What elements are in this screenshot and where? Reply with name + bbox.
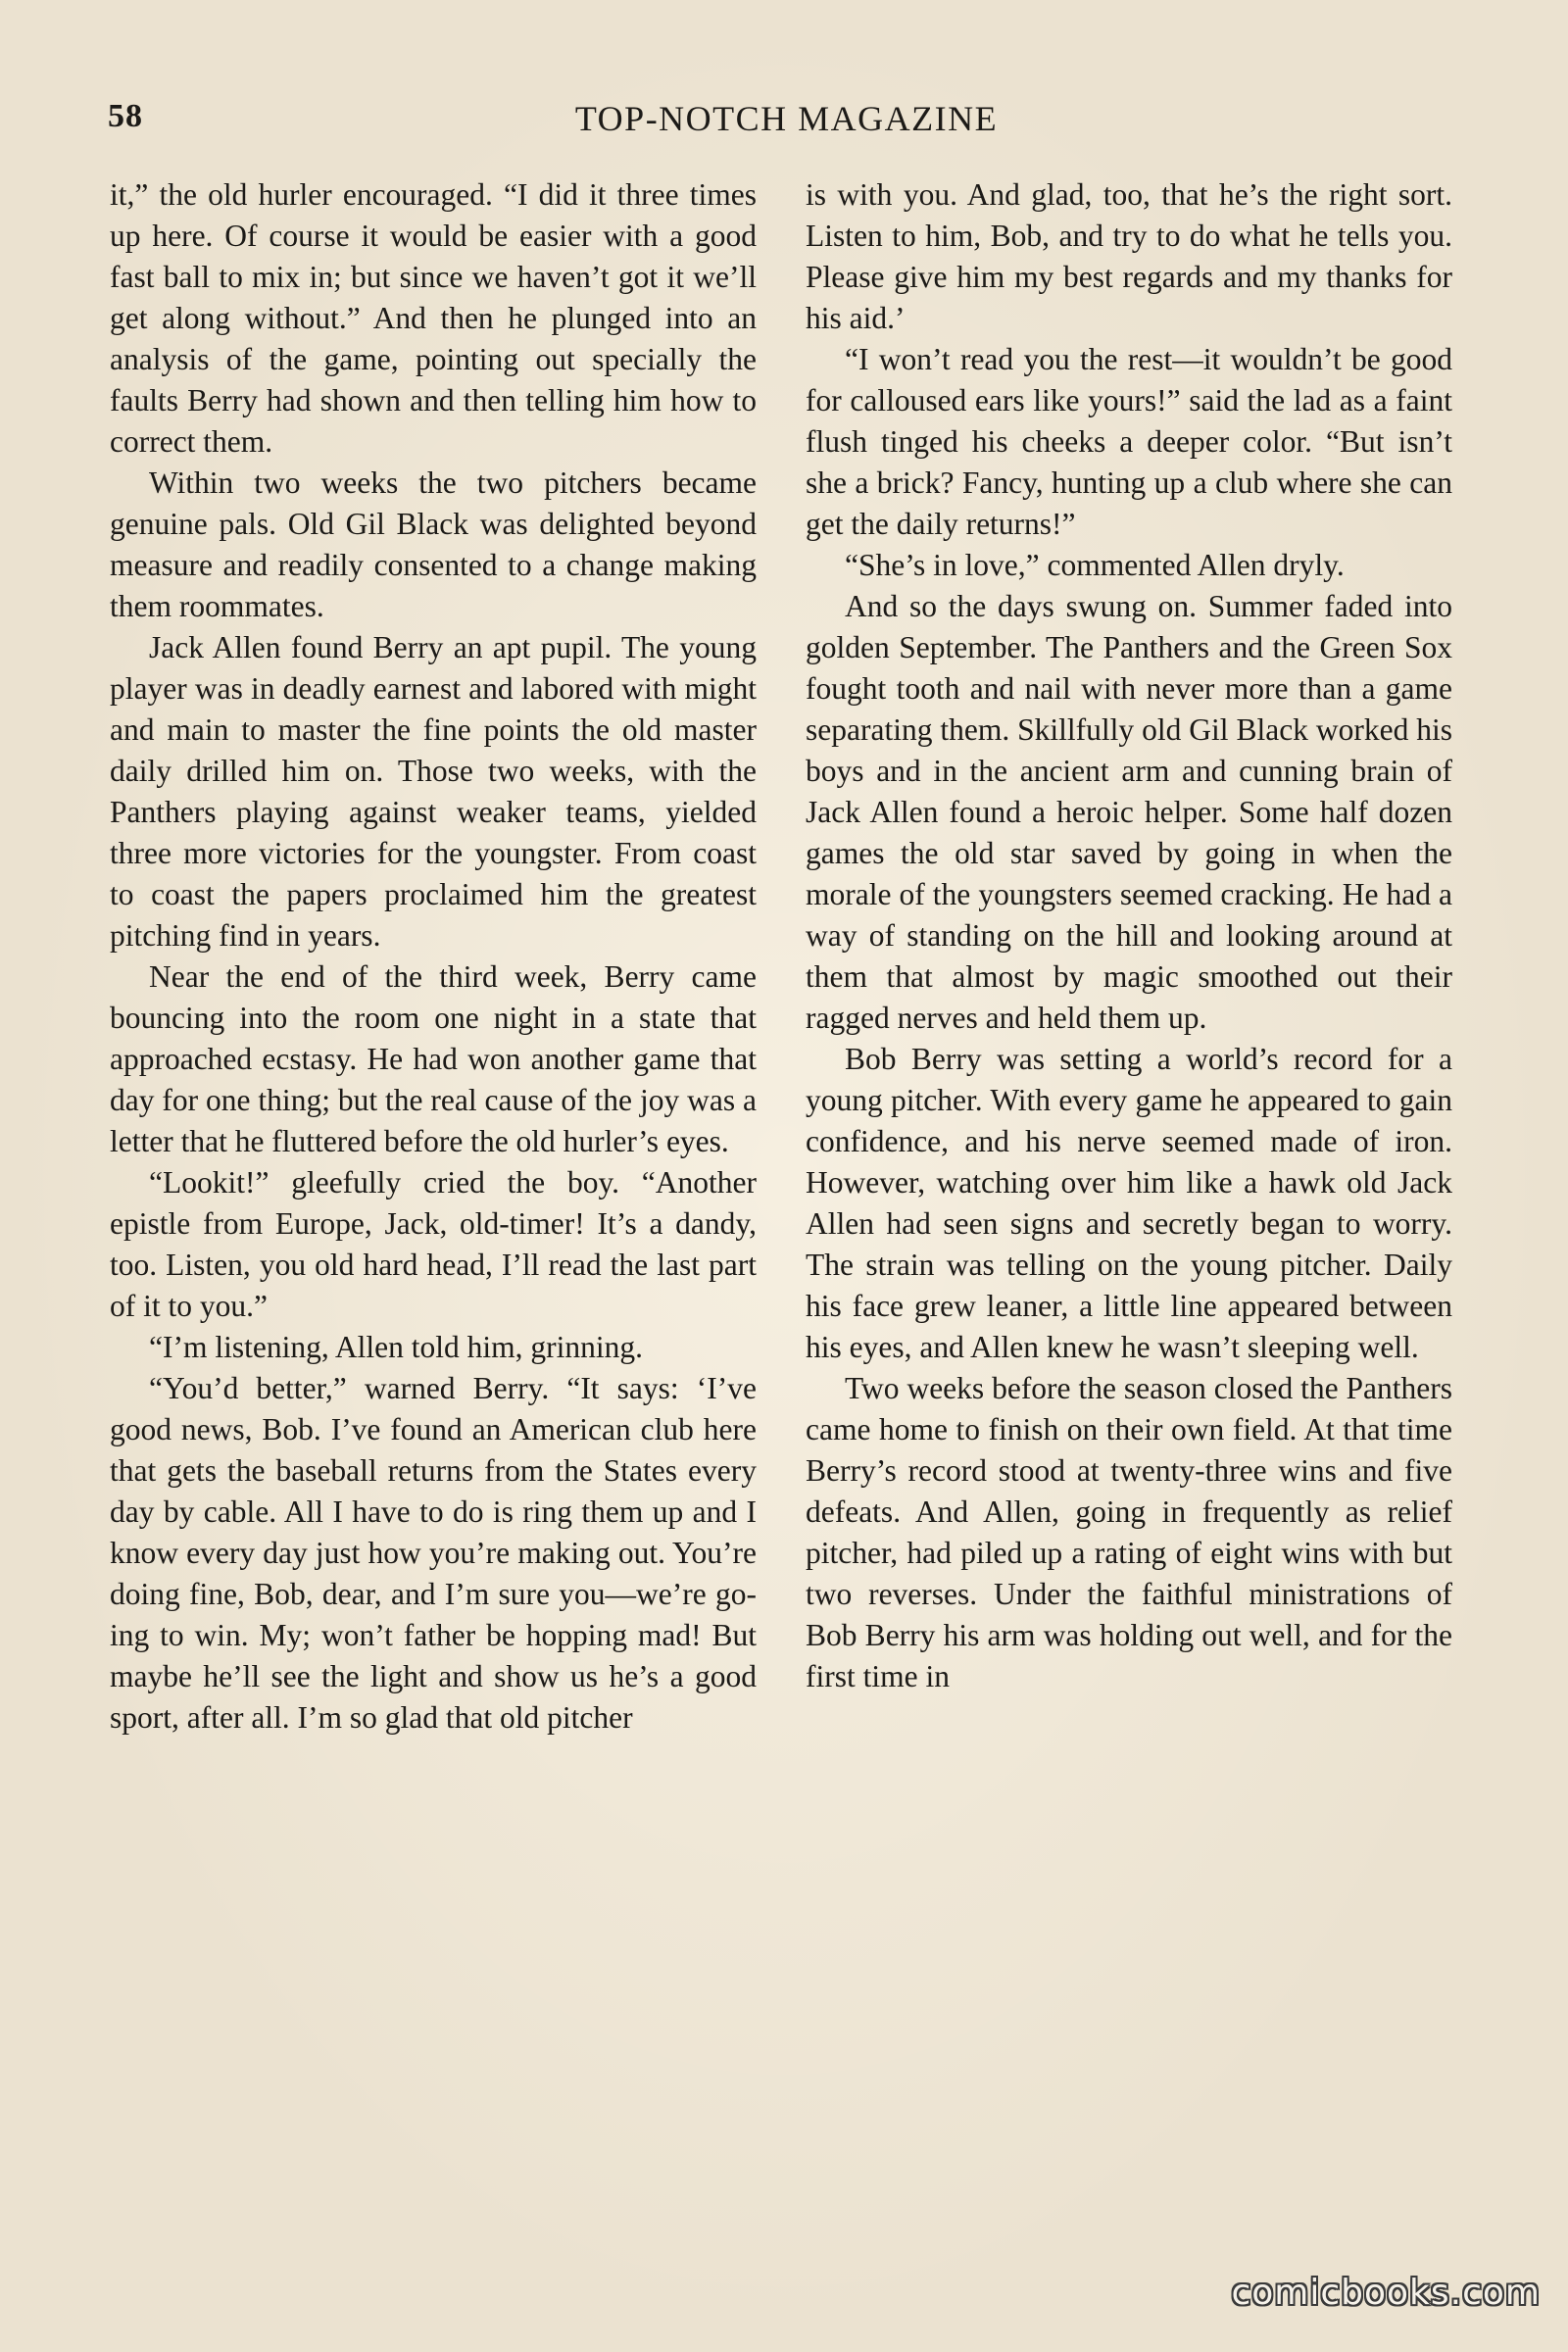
left-column (110, 174, 757, 1739)
paragraph: “She’s in love,” commented Allen dryly. (845, 548, 1345, 582)
paragraph: Bob Berry was setting a world’s record for a young pitcher. With every game he appeared to gain confidence, and his nerve seemed made of iron. However, watching over him like a hawk old Jack Allen had seen signs and secretly began to worry. The strain was telling on the young pitcher. Daily his face grew leaner, a little line appeared between his eyes, and Allen knew he wasn’t sleeping well. (806, 1042, 1452, 1364)
paragraph: “You’d better,” warned Berry. “It says: ‘I’ve good news, Bob. I’ve found an American club here that gets the baseball returns from the States every day by cable. All I have to do is ring them up and I know every day just how you’re making out. You’re doing fine, Bob, dear, and I’m sure you—we’re going to win. My; won’t father be hopping mad! But maybe he’ll see the light and show us he’s a good sport, after all. I’m so glad that old pitcher (110, 1371, 757, 1735)
magazine-title: TOP-NOTCH MAGAZINE (574, 99, 999, 138)
paragraph: Jack Allen found Berry an apt pupil. The young player was in deadly earnest and labored with might and main to master the fine points the old master daily drilled him on. Those two weeks, with the Panthers playing against weaker teams, yielded three more victories for the youngster. From coast to coast the papers proclaimed him the greatest pitching find in years. (110, 630, 757, 953)
paragraph: Near the end of the third week, Berry came bouncing into the room one night in a state that approached ecstasy. He had won another game that day for one thing; but the real cause of the joy was a letter that he fluttered before the old hurler’s eyes. (110, 959, 757, 1158)
paragraph: it,” the old hurler encouraged. “I did it three times up here. Of course it would be easier with a good fast ball to mix in; but since we haven’t got it we’ll get along without.” And then he plunged into an analysis of the game, pointing out specially the faults Berry had shown and then telling him how to correct them. (110, 177, 757, 459)
paragraph: “I won’t read you the rest—it wouldn’t be good for calloused ears like yours!” said the lad as a faint flush tinged his cheeks a deeper color. “But isn’t she a brick? Fancy, hunting up a club where she can get the daily returns!” (806, 342, 1452, 541)
paragraph: Two weeks before the season closed the Panthers came home to finish on their own field. At that time Berry’s record stood at twenty-three wins and five defeats. And Allen, going in frequently as relief pitcher, had piled up a rating of eight wins with but two reverses. Under the faithful ministrations of Bob Berry his arm was holding out well, and for the first time in (806, 1371, 1452, 1693)
page-number: 58 (108, 98, 143, 134)
paragraph: “I’m listening, Allen told him, grinning. (149, 1330, 643, 1364)
watermark: comicbooks.com (1231, 2273, 1541, 2313)
right-column (806, 174, 1452, 1697)
paragraph: “Lookit!” gleefully cried the boy. “Another epistle from Europe, Jack, old-timer! It’s a dandy, too. Listen, you old hard head, I’ll read the last part of it to you.” (110, 1165, 757, 1323)
paragraph: is with you. And glad, too, that he’s the right sort. Listen to him, Bob, and try to do what he tells you. Please give him my best regards and my thanks for his aid.’ (806, 177, 1452, 335)
paragraph: Within two weeks the two pitchers became genuine pals. Old Gil Black was delighted beyond measure and readily consented to a change making them roommates. (110, 466, 757, 623)
page-header (108, 98, 1465, 147)
paragraph: And so the days swung on. Summer faded into golden September. The Panthers and the Green Sox fought tooth and nail with never more than a game separating them. Skillfully old Gil Black worked his boys and in the ancient arm and cunning brain of Jack Allen found a heroic helper. Some half dozen games the old star saved by going in when the morale of the youngsters seemed cracking. He had a way of standing on the hill and looking around at them that almost by magic smoothed out their ragged nerves and held them up. (806, 589, 1452, 1035)
